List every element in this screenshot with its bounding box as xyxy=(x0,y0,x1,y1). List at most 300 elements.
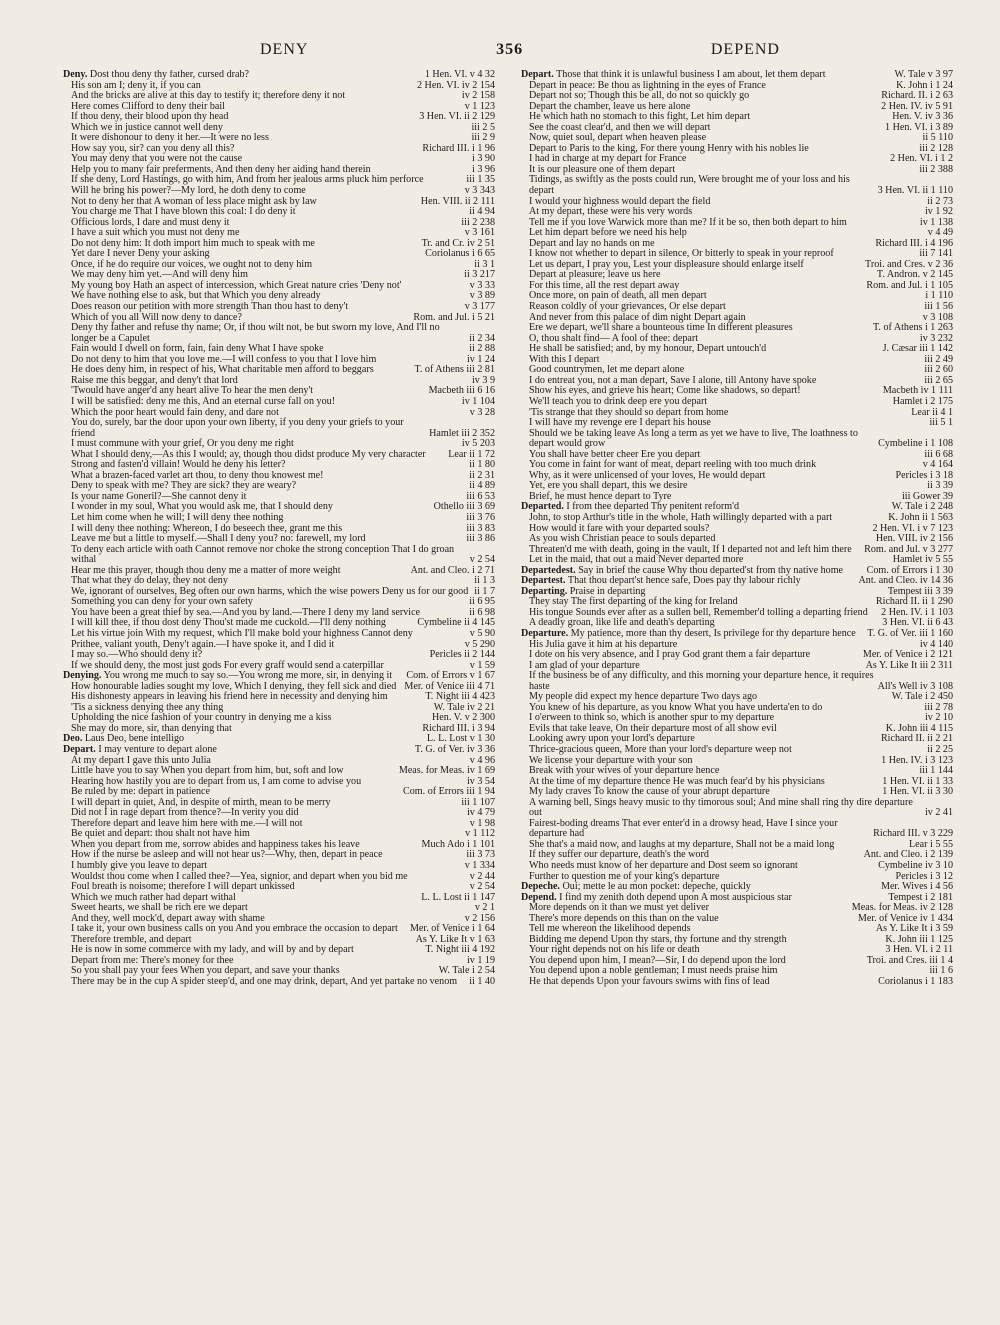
play-reference: Hen. V. v 2 300 xyxy=(432,712,495,724)
quotation-text: Once more, on pain of death, all men depart xyxy=(529,290,707,302)
quotation-text: I will kill thee, if thou dost deny Thou'st made me cuckold.—I'll deny nothing xyxy=(71,617,386,629)
quotation-text: Not to deny her that A woman of less place might ask by law xyxy=(71,195,317,207)
play-reference: ii 3 39 xyxy=(927,480,953,492)
play-reference: iii 6 53 xyxy=(466,490,495,502)
quotation-text: We may deny him yet.—And will deny him xyxy=(71,269,248,281)
play-reference: v 2 54 xyxy=(469,881,495,893)
quotation-text: Your right depends not on his life or death xyxy=(529,944,700,956)
play-reference: Tempest i 2 181 xyxy=(888,891,953,903)
play-reference: iii 2 65 xyxy=(924,374,953,386)
play-reference: v 2 54 xyxy=(469,554,495,566)
play-reference: ii 1 7 xyxy=(474,585,495,597)
play-reference: Rom. and Jul. v 3 277 xyxy=(864,543,953,555)
play-reference: v 2 156 xyxy=(464,912,495,924)
quotation xyxy=(71,545,466,566)
play-reference: 3 Hen. VI. ii 1 110 xyxy=(877,185,953,197)
quotation-text: Strong and fasten'd villain! Would he deny his letter? xyxy=(71,459,286,471)
quotation-text: I know not whether to depart in silence, Or bitterly to speak in your reproof xyxy=(529,248,834,260)
quotation-text: You shall have better cheer Ere you depart xyxy=(529,448,701,460)
play-reference: Ant. and Cleo. iv 14 36 xyxy=(858,575,953,587)
quotation-text: That what they do delay, they not deny xyxy=(71,575,228,587)
quotation-text: Yet, ere you shall depart, this we desire xyxy=(529,480,688,492)
quotation-text: Tidings, as swiftly as the posts could run, Were brought me of your loss and his depart xyxy=(529,174,850,197)
quotation-text: She that's a maid now, and laughs at my departure, Shall not be a maid long xyxy=(529,838,835,850)
quotation-text: As you wish Christian peace to souls departed xyxy=(529,533,716,545)
quotation-text: Something you can deny for your own safety xyxy=(71,596,253,608)
quotation-text: O, thou shalt find— A fool of thee: depart xyxy=(529,332,699,344)
quotation-text: Tell me if you love Warwick more than me? If it be so, then both depart to him xyxy=(529,216,847,228)
quotation-text: Depart at pleasure; leave us here xyxy=(529,269,661,281)
quotation-text: Foul breath is noisome; therefore I will depart unkissed xyxy=(71,881,295,893)
quotation-text: Laus Deo, bene intelligo xyxy=(82,733,185,745)
quotation-text: If the business be of any difficulty, and this morning your departure hence, it requires haste xyxy=(529,670,874,692)
quotation-text: Depart the chamber, leave us here alone xyxy=(529,100,691,112)
quotation-text: A warning bell, Sings heavy music to thy timorous soul; And mine shall ring thy dire departure out xyxy=(529,796,913,819)
quotation-text: Therefore depart and leave him here with me.—I will not xyxy=(71,817,303,829)
quotation-text: 'Tis strange that they should so depart from home xyxy=(529,406,729,418)
play-reference: Hen. VIII. ii 2 111 xyxy=(420,195,495,207)
quotation-text: If she deny, Lord Hastings, go with him, And from her jealous arms pluck him perforce xyxy=(71,174,424,186)
quotation-text: When you depart from me, sorrow abides and happiness takes his leave xyxy=(71,838,360,850)
play-reference: Lear i 5 55 xyxy=(908,838,953,850)
play-reference: v 3 161 xyxy=(464,227,495,239)
quotation-text: I dote on his very absence, and I pray God grant them a fair departure xyxy=(529,649,811,661)
play-reference: ii 2 73 xyxy=(927,195,953,207)
concordance-entry xyxy=(521,819,953,840)
play-reference: Richard III. i 4 196 xyxy=(875,237,953,249)
quotation-text: How honourable ladies sought my love, Which I denying, they fell sick and died xyxy=(71,680,397,692)
quotation-text: What I should deny,—As this I would; ay, though thou didst produce My very character xyxy=(71,448,426,460)
play-reference: As Y. Like It i 3 59 xyxy=(875,923,953,935)
quotation-text: Good countrymen, let me depart alone xyxy=(529,364,685,376)
quotation xyxy=(529,977,874,988)
quotation-text: If thou deny, their blood upon thy head xyxy=(71,111,229,123)
quotation-text: Thrice-gracious queen, More than your lord's departure weep not xyxy=(529,744,792,755)
play-reference: i 1 110 xyxy=(925,290,953,302)
play-reference: iii 2 5 xyxy=(471,121,495,133)
play-reference: iv 3 232 xyxy=(919,332,953,344)
play-reference: ii 2 25 xyxy=(927,744,953,755)
play-reference: v 1 112 xyxy=(465,828,495,840)
quotation-text: His dishonesty appears in leaving his friend here in necessity and denying him xyxy=(71,691,388,703)
quotation-text: Will he bring his power?—My lord, he doth deny to come xyxy=(71,185,306,197)
quotation-text: I take it, your own business calls on you And you embrace the occasion to depart xyxy=(71,923,398,935)
play-reference: Hen. V. iv 3 36 xyxy=(892,111,953,123)
quotation-text: See the coast clear'd, and then we will depart xyxy=(529,121,711,133)
page-header xyxy=(60,38,940,62)
play-reference: Richard III. i 1 96 xyxy=(422,142,495,154)
quotation-text: I will be satisfied: deny me this, And an eternal curse fall on you! xyxy=(71,395,336,407)
play-reference: Richard III. i 3 94 xyxy=(422,722,495,734)
quotation-text: It were dishonour to deny it her.—It were no less xyxy=(71,132,269,144)
quotation-text: There's more depends on this than on the value xyxy=(529,912,719,924)
play-reference: iii 2 60 xyxy=(924,364,953,376)
quotation-text: Reason coldly of your grievances, Or else depart xyxy=(529,301,726,313)
quotation-text: Be quiet and depart: thou shalt not have him xyxy=(71,828,250,840)
quotation-text: Further to question me of your king's departure xyxy=(529,870,720,882)
quotation-text: How would it fare with your departed souls? xyxy=(529,522,710,534)
play-reference: 1 Hen. VI. ii 1 33 xyxy=(882,775,953,787)
play-reference: Hamlet iv 5 55 xyxy=(892,554,953,566)
play-reference: v 4 96 xyxy=(469,754,495,766)
play-reference: v 3 177 xyxy=(464,301,495,313)
play-reference: T. of Athens i 1 263 xyxy=(873,322,953,334)
quotation-text: Tell me whereon the likelihood depends xyxy=(529,923,691,935)
play-reference: iii 2 388 xyxy=(919,163,953,175)
quotation-text: Yet dare I never Deny your asking xyxy=(71,248,210,260)
quotation-text: We have nothing else to ask, but that Which you deny already xyxy=(71,290,321,302)
play-reference: 1 Hen. VI. i 3 89 xyxy=(885,121,953,133)
quotation-text: Evils that take leave, On their departure most of all show evil xyxy=(529,722,777,734)
quotation-text: Which we much rather had depart withal xyxy=(71,891,236,903)
play-reference: Richard II. ii 2 21 xyxy=(880,733,953,745)
quotation-text: I wonder in my soul, What you would ask me, that I should deny xyxy=(71,501,333,513)
left-column xyxy=(63,70,495,1310)
quotation-text: She may do more, sir, than denying that xyxy=(71,722,232,734)
concordance-entry xyxy=(521,175,953,196)
play-reference: i 3 90 xyxy=(472,153,495,165)
play-reference: iv 2 10 xyxy=(924,712,953,724)
play-reference: v 5 290 xyxy=(464,638,495,650)
quotation-text: You charge me That I have blown this coal: I do deny it xyxy=(71,206,296,218)
quotation-text: Do not deny him: It doth import him much to speak with me xyxy=(71,237,315,249)
quotation-text: 'Tis a sickness denying thee any thing xyxy=(71,701,224,713)
play-reference: W. Tale v 3 97 xyxy=(894,70,953,80)
play-reference: ii 1 3 xyxy=(474,575,495,587)
quotation xyxy=(71,977,465,988)
play-reference: 3 Hen. VI. ii 2 129 xyxy=(419,111,495,123)
quotation-text: Let him come when he will; I will deny thee nothing xyxy=(71,511,284,523)
play-reference: iii 3 83 xyxy=(466,522,495,534)
quotation-text: He shall be satisfied; and, by my honour, Depart untouch'd xyxy=(529,343,767,355)
play-reference: v 1 98 xyxy=(469,817,495,829)
quotation-text: With this I depart xyxy=(529,353,600,365)
play-reference: iii 7 141 xyxy=(919,248,953,260)
quotation-text: Bidding me depend Upon thy stars, thy fortune and thy strength xyxy=(529,933,787,945)
play-reference: Troi. and Cres. v 2 36 xyxy=(865,258,953,270)
quotation-text: Leave me but a little to myself.—Shall I deny you? no: farewell, my lord xyxy=(71,533,366,545)
play-reference: W. Tale i 2 54 xyxy=(438,965,495,977)
play-reference: ii 4 89 xyxy=(469,480,495,492)
quotation-text: How say you, sir? can you deny all this? xyxy=(71,142,235,154)
headword: Depend. xyxy=(521,891,557,903)
quotation xyxy=(71,418,425,439)
play-reference: T. Night iii 4 192 xyxy=(425,944,495,956)
quotation-text: Little have you to say When you depart from him, but, soft and low xyxy=(71,765,344,777)
quotation-text: I do entreat you, not a man depart, Save I alone, till Antony have spoke xyxy=(529,374,817,386)
play-reference: Coriolanus i 1 183 xyxy=(878,976,953,988)
quotation-text: We license your departure with your son xyxy=(529,754,693,766)
quotation-text: To deny each article with oath Cannot remove nor choke the strong conception That I do groan withal xyxy=(71,543,455,566)
concordance-entry xyxy=(521,429,953,450)
play-reference: W. Tale i 2 248 xyxy=(891,501,953,513)
quotation-text: Upholding the nice fashion of your country in denying me a kiss xyxy=(71,712,332,724)
play-reference: ii 2 88 xyxy=(469,343,495,355)
play-reference: K. John ii 1 563 xyxy=(888,511,953,523)
play-reference: v 5 90 xyxy=(469,627,495,639)
play-reference: iv 5 203 xyxy=(461,438,495,450)
play-reference: L. L. Lost ii 1 147 xyxy=(421,891,495,903)
quotation-text: Deny thy father and refuse thy name; Or, if thou wilt not, be but sworn my love, And I'll no longer be a Capulet xyxy=(71,322,440,344)
play-reference: v 2 1 xyxy=(474,902,495,914)
quotation-text: His son am I; deny it, if you can xyxy=(71,79,201,91)
quotation-text: How if the nurse be asleep and will not hear us?—Why, then, depart in peace xyxy=(71,849,383,861)
play-reference: T. G. of Ver. iv 3 36 xyxy=(414,744,495,755)
play-reference: v 2 44 xyxy=(469,870,495,882)
play-reference: Much Ado i 1 101 xyxy=(421,838,495,850)
play-reference: K. John iii 4 115 xyxy=(885,722,953,734)
quotation-text: Help you to many fair preferments, And then deny her aiding hand therein xyxy=(71,163,371,175)
play-reference: Com. of Errors iii 1 94 xyxy=(403,786,495,798)
quotation-text: You do, surely, bar the door upon your own liberty, if you deny your griefs to your friend xyxy=(71,417,404,439)
quotation-text: I may so.—Who should deny it? xyxy=(71,649,203,661)
quotation-text: You depend upon him, I mean?—Sir, I do depend upon the lord xyxy=(529,954,786,966)
play-reference: Troi. and Cres. iii 1 4 xyxy=(866,954,953,966)
quotation-text: Depart and lay no hands on me xyxy=(529,237,655,249)
play-reference: iii 2 128 xyxy=(919,142,953,154)
play-reference: ii 5 110 xyxy=(922,132,953,144)
quotation-text: I would your highness would depart the field xyxy=(529,195,711,207)
play-reference: iii 1 6 xyxy=(929,965,953,977)
quotation-text: Officious lords, I dare and must deny it xyxy=(71,216,230,228)
quotation-text: His Julia gave it him at his departure xyxy=(529,638,678,650)
play-reference: iv 1 24 xyxy=(466,353,495,365)
quotation-text: Therefore tremble, and depart xyxy=(71,933,192,945)
quotation-text: Did not I in rage depart from thence?—In verity you did xyxy=(71,807,299,819)
play-reference: iii 1 56 xyxy=(924,301,953,313)
concordance-entry xyxy=(63,545,495,566)
quotation-text: Threaten'd me with death, going in the vault, If I departed not and left him there xyxy=(529,543,852,555)
quotation-text: Why, as it were unlicensed of your loves, He would depart xyxy=(529,469,766,481)
play-reference: Meas. for Meas. iv 1 69 xyxy=(398,765,495,777)
play-reference: v 3 108 xyxy=(922,311,953,323)
play-reference: ii 4 94 xyxy=(469,206,495,218)
play-reference: 2 Hen. VI. i v 7 123 xyxy=(872,522,953,534)
quotation-text: Which the poor heart would fain deny, and dare not xyxy=(71,406,279,418)
quotation-text: Here comes Clifford to deny their bail xyxy=(71,100,225,112)
quotation-text: That thou depart'st hence safe, Does pay thy labour richly xyxy=(565,575,801,587)
quotation-text: I may venture to depart alone xyxy=(95,744,217,755)
play-reference: iv 4 140 xyxy=(919,638,953,650)
quotation-text: Does reason our petition with more strength Than thou hast to deny't xyxy=(71,301,349,313)
headword: Departure. xyxy=(521,627,569,639)
headword: Depeche. xyxy=(521,881,560,893)
quotation-text: What a brazen-faced varlet art thou, to deny thou knowest me! xyxy=(71,469,324,481)
play-reference: 1 Hen. IV. i 3 123 xyxy=(881,754,953,766)
headword: Deny. xyxy=(63,70,88,80)
quotation-text: Do not deny to him that you love me.—I will confess to you that I love him xyxy=(71,353,377,365)
play-reference: All's Well iv 3 108 xyxy=(877,680,953,692)
play-reference: As Y. Like It iii 2 311 xyxy=(865,659,953,671)
play-reference: T. of Athens iii 2 81 xyxy=(414,364,495,376)
play-reference: Ant. and Cleo. i 2 139 xyxy=(863,849,953,861)
quotation-text: Let his virtue join With my request, which I'll make bold your highness Cannot deny xyxy=(71,627,413,639)
quotation-text: Who needs must know of her departure and Dost seem so ignorant xyxy=(529,860,798,872)
quotation-text: We, ignorant of ourselves, Beg often our own harms, which the wise powers Deny us for our good xyxy=(71,585,469,597)
quotation-text: And the bricks are alive at this day to testify it; therefore deny it not xyxy=(71,90,346,102)
quotation-text: Those that think it is unlawful business I am about, let them depart xyxy=(553,70,826,80)
play-reference: iii 5 1 xyxy=(929,417,953,429)
play-reference: Pericles ii 2 144 xyxy=(429,649,495,661)
quotation-text: If they suffer our departure, death's the word xyxy=(529,849,709,861)
play-reference: K. John iii 1 125 xyxy=(885,933,953,945)
quotation-text: Depart to Paris to the king, For there young Henry with his nobles lie xyxy=(529,142,809,154)
play-reference: iv 2 158 xyxy=(461,90,495,102)
quotation-text: Which of you all Will now deny to dance? xyxy=(71,311,242,323)
quotation-text: Hearing how hastily you are to depart from us, I am come to advise you xyxy=(71,775,362,787)
quotation-text: He which hath no stomach to this fight, Let him depart xyxy=(529,111,751,123)
headword: Denying. xyxy=(63,670,102,682)
quotation-text: More depends on it than we must yet deliver xyxy=(529,902,709,914)
quotation-text: Show his eyes, and grieve his heart; Come like shadows, so depart! xyxy=(529,385,801,397)
headword: Departest. xyxy=(521,575,566,587)
play-reference: Rom. and Jul. i 1 105 xyxy=(866,279,953,291)
play-reference: v 4 164 xyxy=(922,459,953,471)
quotation-text: You come in faint for want of meat, depart reeling with too much drink xyxy=(529,459,817,471)
play-reference: ii 2 31 xyxy=(469,469,495,481)
quotation-text: Fain would I dwell on form, fain, fain deny What I have spoke xyxy=(71,343,324,355)
play-reference: ii 1 80 xyxy=(469,459,495,471)
play-reference: K. John i 1 24 xyxy=(896,79,953,91)
play-reference: 3 Hen. VI. ii 6 43 xyxy=(882,617,953,629)
play-reference: 1 Hen. VI. v 4 32 xyxy=(424,70,495,80)
page-number: 356 xyxy=(496,41,524,58)
concordance-entry xyxy=(63,323,495,344)
quotation-text: For this time, all the rest depart away xyxy=(529,279,680,291)
quotation-text: I had in charge at my depart for France xyxy=(529,153,687,165)
play-reference: 2 Hen. IV. i 1 103 xyxy=(881,606,953,618)
quotation-text: Is your name Goneril?—She cannot deny it xyxy=(71,490,247,502)
play-reference: W. Tale i 2 450 xyxy=(891,691,953,703)
play-reference: v 1 334 xyxy=(464,860,495,872)
quotation-text: There may be in the cup A spider steep'd, and one may drink, depart, And yet partake no venom xyxy=(71,976,458,988)
quotation-text: My lady craves To know the cause of your abrupt departure xyxy=(529,786,770,798)
play-reference: v 3 28 xyxy=(469,406,495,418)
quotation-text: And never from this palace of dim night Depart again xyxy=(529,311,746,323)
play-reference: As Y. Like It v 1 63 xyxy=(415,933,495,945)
play-reference: Mer. Wives i 4 56 xyxy=(880,881,953,893)
concordance-entry xyxy=(63,418,495,439)
quotation-text: He is now in some commerce with my lady, and will by and by depart xyxy=(71,944,354,956)
quotation-text: Let in the maid, that out a maid Never departed more xyxy=(529,554,744,566)
quotation-text: I o'erween to think so, which is another spur to my departure xyxy=(529,712,775,724)
play-reference: ii 1 40 xyxy=(469,976,495,988)
quotation-text: I am glad of your departure xyxy=(529,659,640,671)
play-reference: Coriolanus i 6 65 xyxy=(425,248,495,260)
quotation xyxy=(529,671,874,692)
play-reference: iv 1 19 xyxy=(466,954,495,966)
quotation-text: I find my zenith doth depend upon A most auspicious star xyxy=(556,891,792,903)
play-reference: Richard. II. i 2 63 xyxy=(881,90,953,102)
quotation-text: If we should deny, the most just gods For every graff would send a caterpillar xyxy=(71,659,384,671)
play-reference: iii 3 73 xyxy=(466,849,495,861)
play-reference: 3 Hen. VI. i 2 11 xyxy=(885,944,953,956)
quotation-text: He that depends Upon your favours swims with fins of lead xyxy=(529,976,770,988)
play-reference: v 4 49 xyxy=(927,227,953,239)
play-reference: ii 6 95 xyxy=(469,596,495,608)
concordance-columns xyxy=(63,70,953,1310)
play-reference: Tempest iii 3 39 xyxy=(887,585,953,597)
quotation-text: Which we in justice cannot well deny xyxy=(71,121,223,133)
quotation-text: Be ruled by me: depart in patience xyxy=(71,786,211,798)
play-reference: Tr. and Cr. iv 2 51 xyxy=(421,237,495,249)
quotation-text: I have a suit which you must not deny me xyxy=(71,227,240,239)
quotation-text: Hear me this prayer, though thou deny me a matter of more weight xyxy=(71,564,341,576)
quotation-text: I will deny thee nothing: Whereon, I do beseech thee, grant me this xyxy=(71,522,343,534)
quotation-text: Say in brief the cause Why thou departed'st from thy native home xyxy=(575,564,844,576)
quotation-text: I will depart in quiet, And, in despite of mirth, mean to be merry xyxy=(71,796,331,808)
play-reference: iv 3 9 xyxy=(472,374,495,386)
quotation-text: He does deny him, in respect of his, What charitable men afford to beggars xyxy=(71,364,374,376)
concordance-entry xyxy=(521,798,953,819)
quotation-text: Wouldst thou come when I called thee?—Yea, signior, and depart when you bid me xyxy=(71,870,408,882)
quotation-text: Now, quiet soul, depart when heaven please xyxy=(529,132,707,144)
quotation-text: Looking awry upon your lord's departure xyxy=(529,733,695,745)
quotation-text: I will have my revenge ere I depart his house xyxy=(529,417,711,429)
play-reference: ii 6 98 xyxy=(469,606,495,618)
quotation-text: My people did expect my hence departure Two days ago xyxy=(529,691,758,703)
quotation-text: Depart in peace: Be thou as lightning in the eyes of France xyxy=(529,79,766,91)
play-reference: iii 1 107 xyxy=(461,796,495,808)
quotation-text: Brief, he must hence depart to Tyre xyxy=(529,490,672,502)
play-reference: Cymbeline ii 4 145 xyxy=(417,617,495,629)
play-reference: Rom. and Jul. i 5 21 xyxy=(413,311,495,323)
play-reference: Cymbeline i 1 108 xyxy=(878,438,953,450)
play-reference: L. L. Lost v 1 30 xyxy=(426,733,495,745)
quotation xyxy=(71,323,465,344)
play-reference: ii 2 34 xyxy=(469,332,495,344)
quotation-text: My patience, more than thy desert, Is privilege for thy departure hence xyxy=(568,627,856,639)
quotation-text: You wrong me much to say so.—You wrong me more, sir, in denying it xyxy=(101,670,393,682)
play-reference: J. Cæsar iii 1 142 xyxy=(882,343,953,355)
quotation-text: Let us depart, I pray you, Lest your displeasure should enlarge itself xyxy=(529,258,804,270)
play-reference: iii 2 49 xyxy=(924,353,953,365)
concordance-entry xyxy=(63,977,495,988)
quotation-text: At the time of my departure thence He was much fear'd by his physicians xyxy=(529,775,825,787)
play-reference: Pericles i 3 12 xyxy=(895,870,953,882)
play-reference: iv 1 92 xyxy=(924,206,953,218)
quotation-text: I from thee departed Thy penitent reform'd xyxy=(563,501,740,513)
play-reference: v 3 343 xyxy=(464,185,495,197)
play-reference: Cymbeline iv 3 10 xyxy=(878,860,953,872)
concordance-entry xyxy=(521,671,953,692)
quotation-text: You knew of his departure, as you know What you have underta'en to do xyxy=(529,701,823,713)
quotation-text: Raise me this beggar, and deny't that lord xyxy=(71,374,238,386)
play-reference: T. Andron. v 2 145 xyxy=(876,269,953,281)
running-head-right: DEPEND xyxy=(710,41,780,58)
quotation-text: Break with your wives of your departure hence xyxy=(529,765,720,777)
play-reference: Hamlet iii 2 352 xyxy=(429,427,495,439)
play-reference: T. G. of Ver. iii 1 160 xyxy=(867,627,953,639)
play-reference: Hamlet i 2 175 xyxy=(892,395,953,407)
play-reference: Mer. of Venice i 2 121 xyxy=(862,649,953,661)
play-reference: Lear ii 4 1 xyxy=(911,406,953,418)
play-reference: 2 Hen. VI. i 1 2 xyxy=(890,153,953,165)
quotation-text: I humbly give you leave to depart xyxy=(71,860,208,872)
play-reference: Mer. of Venice iii 4 71 xyxy=(404,680,495,692)
quotation-text: Prithee, valiant youth, Deny't again.—I have spoke it, and I did it xyxy=(71,638,335,650)
headword: Departed. xyxy=(521,501,564,513)
quotation-text: Should we be taking leave As long a term as yet we have to live, The loathness to depart would grow xyxy=(529,427,858,450)
headword: Departing. xyxy=(521,585,568,597)
play-reference: 1 Hen. VI. ii 3 30 xyxy=(882,786,953,798)
play-reference: W. Tale iv 2 21 xyxy=(433,701,495,713)
headword: Depart. xyxy=(63,744,96,755)
quotation-text: Ere we depart, we'll share a bounteous time In different pleasures xyxy=(529,322,793,334)
quotation-text: At my depart, these were his very words xyxy=(529,206,693,218)
quotation xyxy=(529,175,874,196)
play-reference: v 1 59 xyxy=(469,659,495,671)
